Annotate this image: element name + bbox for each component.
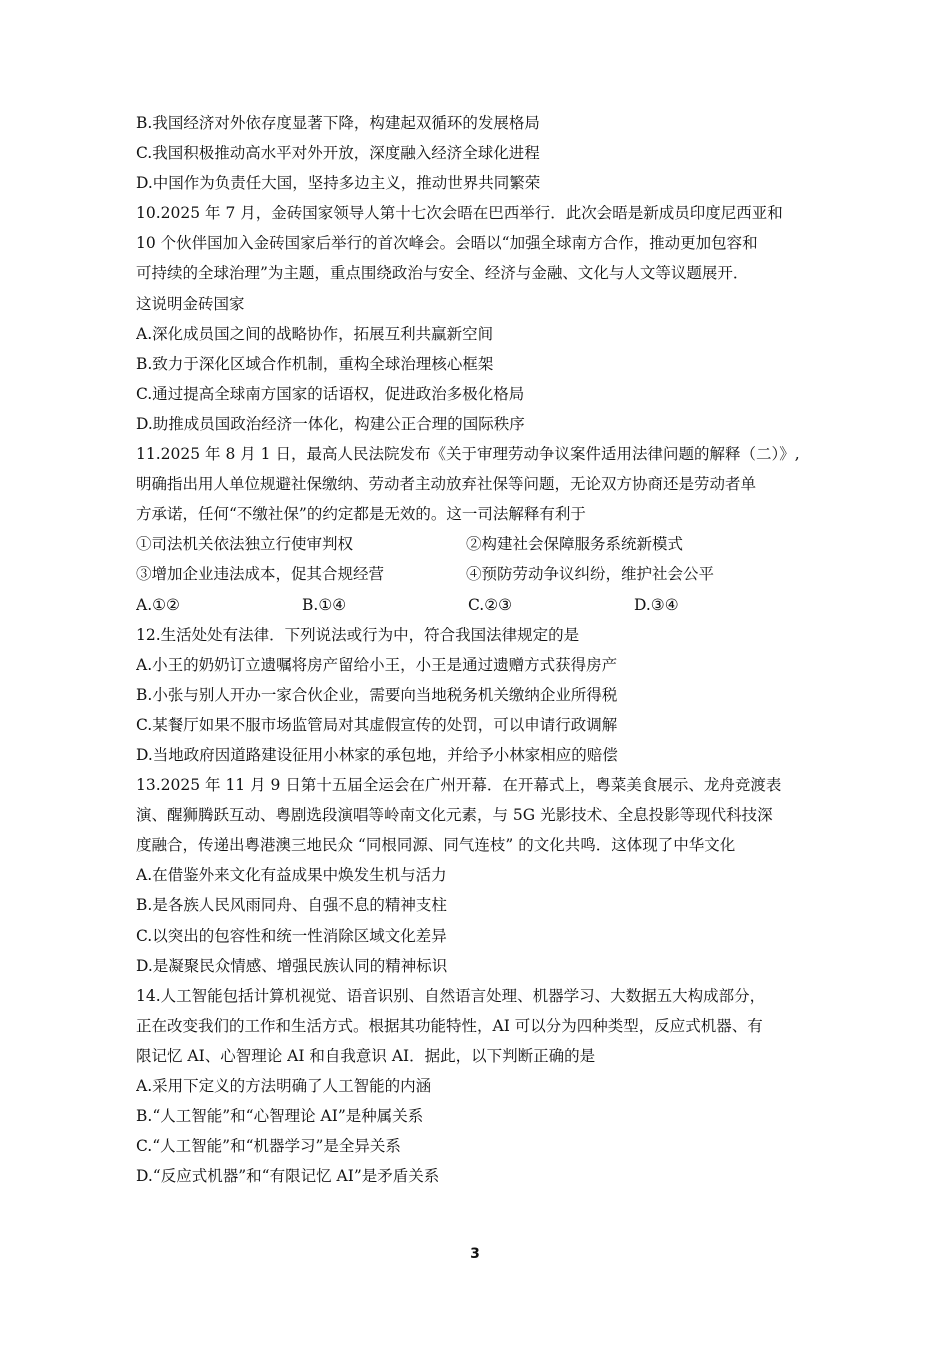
q12-option-a: A.小王的奶奶订立遗嘱将房产留给小王，小王是通过遗赠方式获得房产 — [136, 655, 618, 674]
q10-option-c: C.通过提高全球南方国家的话语权，促进政治多极化格局 — [136, 384, 525, 403]
q14-option-a: A.采用下定义的方法明确了人工智能的内涵 — [136, 1077, 432, 1095]
q14-option-c: C.“人工智能”和“机器学习”是全异关系 — [136, 1137, 401, 1156]
q13-option-a: A.在借鉴外来文化有益成果中焕发生机与活力 — [136, 866, 447, 885]
q11-items-row-2 — [136, 559, 826, 589]
q10-option-b: B.致力于深化区域合作机制，重构全球治理核心框架 — [136, 354, 494, 373]
q14-stem-line-3: 限记忆 AI、心智理论 AI 和自我意识 AI．据此，以下判断正确的是 — [136, 1046, 596, 1065]
q9-option-c: C.我国积极推动高水平对外开放，深度融入经济全球化进程 — [136, 144, 540, 163]
q11-option-d: D.③④ — [634, 595, 679, 614]
q13-stem-line-3: 度融合，传递出粤港澳三地民众 “同根同源、同气连枝” 的文化共鸣．这体现了中华文化 — [136, 836, 736, 855]
q11-option-a: A.①② — [136, 595, 180, 614]
q14-stem-line-2: 正在改变我们的工作和生活方式。根据其功能特性，AI 可以分为四种类型，反应式机器、有 — [136, 1016, 763, 1035]
q11-stem-line-1: 11.2025 年 8 月 1 日，最高人民法院发布《关于审理劳动争议案件适用法律问题的解释（二）》, — [136, 445, 800, 464]
page-number: 3 — [470, 1246, 480, 1262]
q12-option-d: D.当地政府因道路建设征用小林家的承包地，并给予小林家相应的赔偿 — [136, 745, 618, 764]
q11-option-b: B.①④ — [302, 595, 347, 614]
q11-options-row — [136, 590, 826, 620]
q11-item-2: ②构建社会保障服务系统新模式 — [466, 535, 684, 554]
q13-stem-line-1: 13.2025 年 11 月 9 日第十五届全运会在广州开幕．在开幕式上，粤菜美食展示、龙舟竞渡表 — [136, 776, 782, 795]
q11-stem-line-3: 方承诺，任何“不缴社保”的约定都是无效的。这一司法解释有利于 — [136, 505, 586, 524]
q10-stem-line-4: 这说明金砖国家 — [136, 294, 245, 313]
q13-option-c: C.以突出的包容性和统一性消除区域文化差异 — [136, 926, 447, 945]
q14-option-b: B.“人工智能”和“心智理论 AI”是种属关系 — [136, 1107, 424, 1126]
q12-option-b: B.小张与别人开办一家合伙企业，需要向当地税务机关缴纳企业所得税 — [136, 685, 618, 704]
q9-option-b: B.我国经济对外依存度显著下降，构建起双循环的发展格局 — [136, 114, 540, 132]
q11-option-c: C.②③ — [468, 595, 513, 614]
q11-items-row-1 — [136, 529, 826, 559]
exam-content — [136, 108, 826, 1191]
q13-option-d: D.是凝聚民众情感、增强民族认同的精神标识 — [136, 956, 448, 975]
q11-stem-line-2: 明确指出用人单位规避社保缴纳、劳动者主动放弃社保等问题，无论双方协商还是劳动者单 — [136, 475, 757, 494]
q12-stem: 12.生活处处有法律．下列说法或行为中，符合我国法律规定的是 — [136, 625, 580, 644]
q11-item-3: ③增加企业违法成本，促其合规经营 — [136, 565, 385, 584]
q14-stem-line-1: 14.人工智能包括计算机视觉、语音识别、自然语言处理、机器学习、大数据五大构成部分， — [136, 986, 766, 1005]
q10-stem-line-3: 可持续的全球治理”为主题，重点围绕政治与安全、经济与金融、文化与人文等议题展开． — [136, 264, 749, 283]
q11-item-1: ①司法机关依法独立行使审判权 — [136, 535, 354, 554]
q10-stem-line-2: 10 个伙伴国加入金砖国家后举行的首次峰会。会晤以“加强全球南方合作，推动更加包容和 — [136, 234, 758, 253]
q13-option-b: B.是各族人民风雨同舟、自强不息的精神支柱 — [136, 896, 447, 915]
q13-stem-line-2: 演、醒狮腾跃互动、粤剧选段演唱等岭南文化元素，与 5G 光影技术、全息投影等现代科技深 — [136, 806, 773, 825]
q12-option-c: C.某餐厅如果不服市场监管局对其虚假宣传的处罚，可以申请行政调解 — [136, 715, 618, 734]
q9-option-d: D.中国作为负责任大国，坚持多边主义，推动世界共同繁荣 — [136, 174, 541, 193]
q14-option-d: D.“反应式机器”和“有限记忆 AI”是矛盾关系 — [136, 1167, 440, 1186]
q10-stem-line-1: 10.2025 年 7 月，金砖国家领导人第十七次会晤在巴西举行．此次会晤是新成员印度尼西亚和 — [136, 204, 783, 223]
q10-option-d: D.助推成员国政治经济一体化，构建公正合理的国际秩序 — [136, 414, 525, 433]
q11-item-4: ④预防劳动争议纠纷，维护社会公平 — [466, 565, 715, 584]
q10-option-a: A.深化成员国之间的战略协作，拓展互利共赢新空间 — [136, 324, 494, 343]
